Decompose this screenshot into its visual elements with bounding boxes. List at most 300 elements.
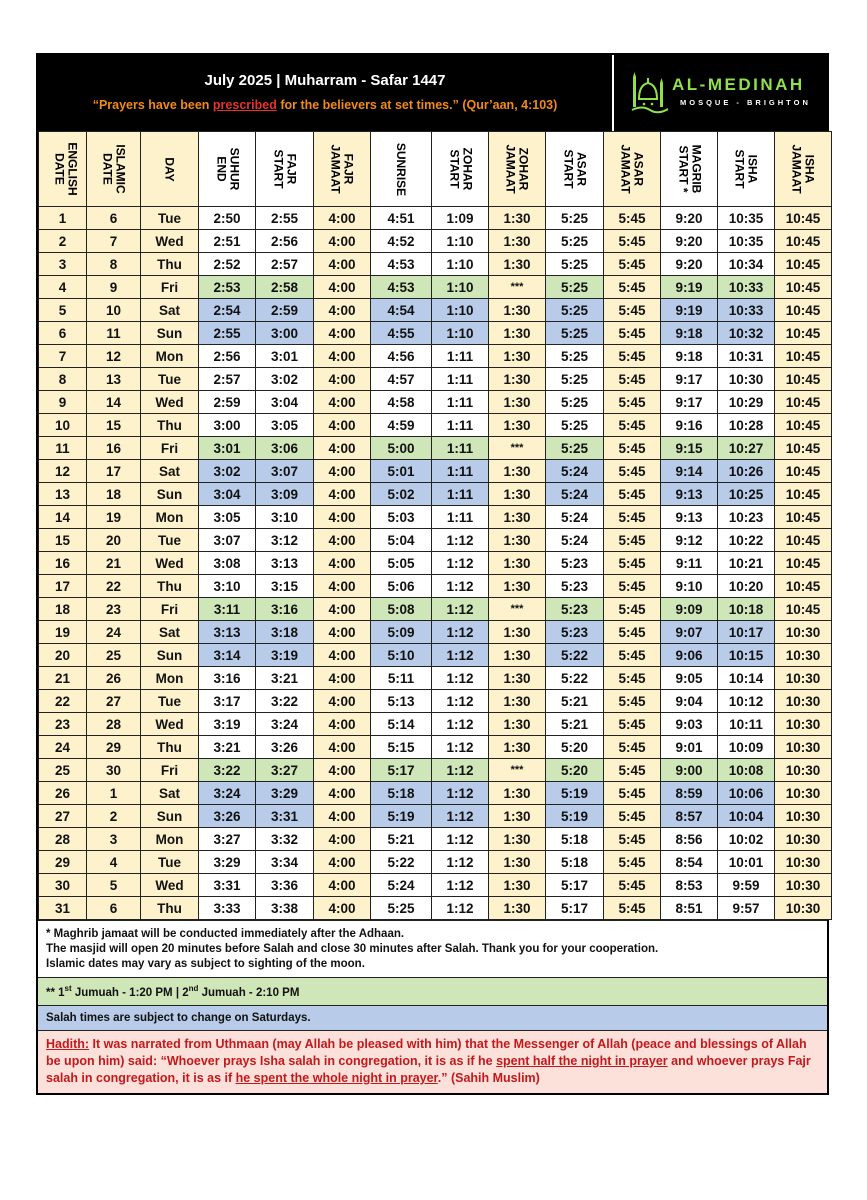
table-cell: Fri bbox=[141, 598, 199, 621]
table-row bbox=[39, 276, 832, 299]
table-cell: 4:57 bbox=[371, 368, 432, 391]
table-cell: 5:21 bbox=[371, 828, 432, 851]
table-cell: 1:12 bbox=[432, 713, 489, 736]
column-header-label bbox=[214, 148, 240, 191]
table-cell: 30 bbox=[87, 759, 141, 782]
table-cell: 2:55 bbox=[256, 207, 314, 230]
table-cell: 10:45 bbox=[775, 506, 832, 529]
table-cell: 3:38 bbox=[256, 897, 314, 920]
table-cell: 10:29 bbox=[718, 391, 775, 414]
table-cell: 10:30 bbox=[775, 897, 832, 920]
table-cell: 4:00 bbox=[314, 253, 371, 276]
table-cell: Fri bbox=[141, 437, 199, 460]
table-cell: 5:01 bbox=[371, 460, 432, 483]
header-divider bbox=[612, 55, 614, 131]
column-header-line: ASAR bbox=[574, 151, 589, 187]
table-cell: 5:45 bbox=[604, 391, 661, 414]
table-cell: 5:05 bbox=[371, 552, 432, 575]
table-cell: Sun bbox=[141, 483, 199, 506]
table-cell: 10:21 bbox=[718, 552, 775, 575]
table-cell: 11 bbox=[87, 322, 141, 345]
table-cell: 5:45 bbox=[604, 828, 661, 851]
table-cell: 10:32 bbox=[718, 322, 775, 345]
table-cell: 3:09 bbox=[256, 483, 314, 506]
table-cell: 9:00 bbox=[661, 759, 718, 782]
column-header-label bbox=[676, 145, 702, 194]
table-cell: 10:31 bbox=[718, 345, 775, 368]
table-cell: 28 bbox=[39, 828, 87, 851]
table-cell: Tue bbox=[141, 368, 199, 391]
table-cell: 4:00 bbox=[314, 207, 371, 230]
table-cell: 4:54 bbox=[371, 299, 432, 322]
table-cell: 5:13 bbox=[371, 690, 432, 713]
table-cell: 10:08 bbox=[718, 759, 775, 782]
table-cell: 5:45 bbox=[604, 299, 661, 322]
table-cell: 3:00 bbox=[199, 414, 256, 437]
table-cell: 8 bbox=[87, 253, 141, 276]
table-cell: 5:45 bbox=[604, 552, 661, 575]
table-cell: 3:18 bbox=[256, 621, 314, 644]
column-header-line: ZOHAR bbox=[516, 147, 531, 191]
table-cell: 5:45 bbox=[604, 759, 661, 782]
table-cell: 5:17 bbox=[546, 897, 604, 920]
table-cell: 5:24 bbox=[546, 460, 604, 483]
table-cell: 5:25 bbox=[546, 276, 604, 299]
table-cell: 1:09 bbox=[432, 207, 489, 230]
column-header bbox=[141, 132, 199, 207]
table-cell: Thu bbox=[141, 253, 199, 276]
column-header bbox=[661, 132, 718, 207]
table-cell: 1:12 bbox=[432, 805, 489, 828]
table-cell: 1:30 bbox=[489, 506, 546, 529]
table-cell: 1:11 bbox=[432, 460, 489, 483]
table-row bbox=[39, 529, 832, 552]
table-cell: 10:45 bbox=[775, 529, 832, 552]
table-cell: 12 bbox=[39, 460, 87, 483]
table-cell: 3:26 bbox=[256, 736, 314, 759]
table-cell: 5:04 bbox=[371, 529, 432, 552]
table-cell: Wed bbox=[141, 552, 199, 575]
table-cell: 3:05 bbox=[256, 414, 314, 437]
saturday-note: Salah times are subject to change on Saturdays. bbox=[38, 1005, 827, 1030]
table-cell: 18 bbox=[39, 598, 87, 621]
table-cell: Tue bbox=[141, 690, 199, 713]
table-cell: *** bbox=[489, 437, 546, 460]
table-cell: Mon bbox=[141, 345, 199, 368]
table-cell: 5:45 bbox=[604, 782, 661, 805]
table-cell: 3 bbox=[87, 828, 141, 851]
table-cell: 4:00 bbox=[314, 782, 371, 805]
table-cell: 4:00 bbox=[314, 598, 371, 621]
table-cell: 5:03 bbox=[371, 506, 432, 529]
table-cell: Sun bbox=[141, 644, 199, 667]
table-cell: 25 bbox=[39, 759, 87, 782]
table-cell: 5:45 bbox=[604, 230, 661, 253]
table-cell: 10:26 bbox=[718, 460, 775, 483]
table-cell: 1:12 bbox=[432, 828, 489, 851]
table-cell: 1:11 bbox=[432, 345, 489, 368]
table-cell: 5:14 bbox=[371, 713, 432, 736]
column-header-label bbox=[101, 144, 127, 193]
table-cell: 1:12 bbox=[432, 667, 489, 690]
table-cell: 2:58 bbox=[256, 276, 314, 299]
table-cell: Tue bbox=[141, 851, 199, 874]
table-cell: 5:24 bbox=[371, 874, 432, 897]
table-cell: 4:00 bbox=[314, 621, 371, 644]
table-cell: 9 bbox=[87, 276, 141, 299]
column-header-label bbox=[619, 144, 645, 193]
table-cell: 3:13 bbox=[199, 621, 256, 644]
table-cell: 4:00 bbox=[314, 483, 371, 506]
table-cell: 1:10 bbox=[432, 299, 489, 322]
table-cell: 1:30 bbox=[489, 805, 546, 828]
table-cell: 8:53 bbox=[661, 874, 718, 897]
table-cell: 5:24 bbox=[546, 529, 604, 552]
table-cell: 10:35 bbox=[718, 207, 775, 230]
table-cell: 5:45 bbox=[604, 414, 661, 437]
column-header-line: JAMAAT bbox=[328, 144, 343, 194]
table-cell: 10:45 bbox=[775, 552, 832, 575]
table-cell: 1:30 bbox=[489, 713, 546, 736]
column-header-line: START * bbox=[675, 145, 690, 193]
note-islamic-dates: Islamic dates may vary as subject to sighting of the moon. bbox=[46, 958, 365, 970]
table-cell: 10:23 bbox=[718, 506, 775, 529]
column-header-line: JAMAAT bbox=[618, 144, 633, 194]
table-row bbox=[39, 828, 832, 851]
table-cell: 5:19 bbox=[371, 805, 432, 828]
table-cell: 9:13 bbox=[661, 506, 718, 529]
table-cell: 3:34 bbox=[256, 851, 314, 874]
table-cell: 1 bbox=[87, 782, 141, 805]
table-cell: 5:45 bbox=[604, 345, 661, 368]
table-cell: 10:45 bbox=[775, 253, 832, 276]
table-cell: 5:45 bbox=[604, 529, 661, 552]
table-cell: 10:30 bbox=[775, 851, 832, 874]
table-cell: 5:18 bbox=[546, 851, 604, 874]
table-cell: 5:25 bbox=[546, 299, 604, 322]
table-cell: 3:16 bbox=[256, 598, 314, 621]
column-header-line: START bbox=[271, 149, 286, 189]
table-cell: 3:21 bbox=[256, 667, 314, 690]
table-cell: 5:45 bbox=[604, 851, 661, 874]
column-header bbox=[314, 132, 371, 207]
table-cell: 9 bbox=[39, 391, 87, 414]
mosque-logo bbox=[630, 69, 825, 117]
table-cell: 3:33 bbox=[199, 897, 256, 920]
table-cell: 5:45 bbox=[604, 805, 661, 828]
table-cell: Tue bbox=[141, 207, 199, 230]
table-cell: 14 bbox=[39, 506, 87, 529]
table-cell: 4:00 bbox=[314, 828, 371, 851]
table-cell: 10:22 bbox=[718, 529, 775, 552]
hadith-label: Hadith: bbox=[46, 1036, 90, 1051]
table-cell: 3:32 bbox=[256, 828, 314, 851]
table-cell: 3:01 bbox=[256, 345, 314, 368]
table-cell: 5:20 bbox=[546, 736, 604, 759]
table-cell: 5:18 bbox=[546, 828, 604, 851]
column-header-label bbox=[329, 144, 355, 193]
table-row bbox=[39, 368, 832, 391]
table-cell: 9:04 bbox=[661, 690, 718, 713]
table-cell: 10:30 bbox=[775, 874, 832, 897]
table-cell: 1:30 bbox=[489, 529, 546, 552]
table-cell: 9:16 bbox=[661, 414, 718, 437]
table-cell: 1:12 bbox=[432, 529, 489, 552]
table-cell: 3:15 bbox=[256, 575, 314, 598]
table-cell: 3:07 bbox=[256, 460, 314, 483]
table-cell: 5:45 bbox=[604, 644, 661, 667]
table-cell: 3:10 bbox=[199, 575, 256, 598]
table-cell: 10:45 bbox=[775, 414, 832, 437]
table-cell: 1:11 bbox=[432, 506, 489, 529]
table-cell: 8:57 bbox=[661, 805, 718, 828]
table-cell: 17 bbox=[87, 460, 141, 483]
column-header-line: ZOHAR bbox=[459, 147, 474, 191]
table-row bbox=[39, 690, 832, 713]
table-cell: 3:27 bbox=[199, 828, 256, 851]
table-cell: 3 bbox=[39, 253, 87, 276]
table-cell: 4:59 bbox=[371, 414, 432, 437]
table-row bbox=[39, 805, 832, 828]
table-cell: Thu bbox=[141, 575, 199, 598]
table-cell: 10:45 bbox=[775, 276, 832, 299]
table-cell: 3:10 bbox=[256, 506, 314, 529]
column-header bbox=[39, 132, 87, 207]
table-cell: 1:12 bbox=[432, 621, 489, 644]
table-cell: 3:19 bbox=[256, 644, 314, 667]
table-cell: 10:30 bbox=[775, 644, 832, 667]
table-cell: 4:55 bbox=[371, 322, 432, 345]
hadith-text-2: and whoever prays Fajr salah in congregation, it is as if bbox=[46, 1053, 811, 1085]
table-cell: 1:30 bbox=[489, 299, 546, 322]
table-cell: 3:05 bbox=[199, 506, 256, 529]
table-cell: 8:56 bbox=[661, 828, 718, 851]
prayer-times-table bbox=[38, 131, 832, 920]
table-cell: 10:45 bbox=[775, 322, 832, 345]
table-cell: 5:45 bbox=[604, 713, 661, 736]
note-maghrib: * Maghrib jamaat will be conducted immediately after the Adhaan. bbox=[46, 928, 405, 940]
jumuah-sup-2: nd bbox=[188, 984, 199, 993]
table-cell: 20 bbox=[87, 529, 141, 552]
table-cell: 1:11 bbox=[432, 414, 489, 437]
table-cell: 5:23 bbox=[546, 552, 604, 575]
table-cell: 19 bbox=[39, 621, 87, 644]
table-cell: 4:00 bbox=[314, 575, 371, 598]
table-cell: 5:06 bbox=[371, 575, 432, 598]
table-cell: 3:29 bbox=[199, 851, 256, 874]
table-cell: 5:17 bbox=[371, 759, 432, 782]
table-cell: 1:11 bbox=[432, 483, 489, 506]
table-row bbox=[39, 506, 832, 529]
table-row bbox=[39, 851, 832, 874]
table-cell: 3:06 bbox=[256, 437, 314, 460]
column-header-line: START bbox=[732, 149, 747, 189]
table-cell: 10:45 bbox=[775, 575, 832, 598]
column-header bbox=[604, 132, 661, 207]
table-cell: 1:12 bbox=[432, 690, 489, 713]
column-header-line: ISLAMIC bbox=[113, 144, 128, 194]
table-cell: 9:17 bbox=[661, 391, 718, 414]
table-cell: 10:17 bbox=[718, 621, 775, 644]
table-cell: 10:20 bbox=[718, 575, 775, 598]
table-cell: 4:00 bbox=[314, 805, 371, 828]
table-cell: 4 bbox=[39, 276, 87, 299]
table-cell: 10:02 bbox=[718, 828, 775, 851]
table-cell: 4:00 bbox=[314, 322, 371, 345]
table-cell: 9:05 bbox=[661, 667, 718, 690]
table-cell: 10:30 bbox=[775, 713, 832, 736]
table-cell: 21 bbox=[87, 552, 141, 575]
table-cell: 19 bbox=[87, 506, 141, 529]
table-cell: 10:45 bbox=[775, 299, 832, 322]
table-cell: 1:30 bbox=[489, 897, 546, 920]
table-cell: 10:35 bbox=[718, 230, 775, 253]
table-cell: 27 bbox=[87, 690, 141, 713]
table-cell: 5:45 bbox=[604, 575, 661, 598]
table-cell: 2:55 bbox=[199, 322, 256, 345]
table-row bbox=[39, 736, 832, 759]
table-cell: 26 bbox=[39, 782, 87, 805]
table-cell: 5:45 bbox=[604, 368, 661, 391]
column-header-line: DAY bbox=[162, 157, 177, 182]
table-cell: 5:25 bbox=[546, 437, 604, 460]
table-cell: 22 bbox=[39, 690, 87, 713]
table-cell: 3:07 bbox=[199, 529, 256, 552]
table-cell: 2:52 bbox=[199, 253, 256, 276]
table-cell: 1:11 bbox=[432, 437, 489, 460]
table-cell: 1:30 bbox=[489, 253, 546, 276]
table-cell: 4:00 bbox=[314, 713, 371, 736]
table-cell: 1:12 bbox=[432, 575, 489, 598]
table-cell: 23 bbox=[39, 713, 87, 736]
table-cell: 10:18 bbox=[718, 598, 775, 621]
table-cell: 5:45 bbox=[604, 690, 661, 713]
table-cell: 5:25 bbox=[546, 414, 604, 437]
table-cell: 8:51 bbox=[661, 897, 718, 920]
hadith-text-1: It was narrated from Uthmaan (may Allah be pleased with him) that the Messenger of Allah (peace and blessings of Allah be upon him) said: “Whoever prays Isha salah in congregation, it is as if he bbox=[46, 1036, 807, 1068]
table-cell: 10:04 bbox=[718, 805, 775, 828]
table-cell: 4:00 bbox=[314, 230, 371, 253]
table-cell: 6 bbox=[87, 897, 141, 920]
table-cell: 9:59 bbox=[718, 874, 775, 897]
table-row bbox=[39, 391, 832, 414]
table-cell: 24 bbox=[87, 621, 141, 644]
table-cell: 3:31 bbox=[199, 874, 256, 897]
table-cell: 2:59 bbox=[256, 299, 314, 322]
table-row bbox=[39, 667, 832, 690]
table-cell: 10:30 bbox=[775, 759, 832, 782]
table-cell: 3:02 bbox=[199, 460, 256, 483]
table-cell: 5:08 bbox=[371, 598, 432, 621]
table-cell: 1:10 bbox=[432, 276, 489, 299]
table-cell: 10:45 bbox=[775, 207, 832, 230]
table-cell: 9:19 bbox=[661, 299, 718, 322]
table-cell: 10:27 bbox=[718, 437, 775, 460]
table-cell: 1:30 bbox=[489, 736, 546, 759]
table-cell: 5:23 bbox=[546, 575, 604, 598]
table-cell: 5 bbox=[39, 299, 87, 322]
table-cell: 1:30 bbox=[489, 207, 546, 230]
table-cell: *** bbox=[489, 276, 546, 299]
table-cell: 5:45 bbox=[604, 437, 661, 460]
table-cell: 1:30 bbox=[489, 230, 546, 253]
table-cell: 5:00 bbox=[371, 437, 432, 460]
table-cell: 4:52 bbox=[371, 230, 432, 253]
column-headers bbox=[39, 132, 832, 207]
table-cell: 5:45 bbox=[604, 874, 661, 897]
table-cell: 2:56 bbox=[199, 345, 256, 368]
table-cell: 10:30 bbox=[775, 621, 832, 644]
table-cell: 3:19 bbox=[199, 713, 256, 736]
table-cell: 3:04 bbox=[256, 391, 314, 414]
table-cell: 5:22 bbox=[546, 667, 604, 690]
table-cell: 4:51 bbox=[371, 207, 432, 230]
table-cell: 3:36 bbox=[256, 874, 314, 897]
column-header-label bbox=[395, 143, 408, 196]
quran-quote bbox=[38, 98, 612, 112]
table-cell: 5:45 bbox=[604, 736, 661, 759]
table-cell: 5:10 bbox=[371, 644, 432, 667]
table-cell: 4:00 bbox=[314, 851, 371, 874]
table-cell: 4:00 bbox=[314, 506, 371, 529]
table-cell: 2 bbox=[39, 230, 87, 253]
quote-start: “Prayers have been bbox=[92, 98, 213, 112]
table-cell: 23 bbox=[87, 598, 141, 621]
hadith-underline-1: spent half the night in prayer bbox=[496, 1053, 668, 1068]
table-cell: 10:30 bbox=[775, 782, 832, 805]
table-cell: 1:12 bbox=[432, 759, 489, 782]
table-cell: 5:20 bbox=[546, 759, 604, 782]
table-cell: 1:12 bbox=[432, 598, 489, 621]
table-cell: 25 bbox=[87, 644, 141, 667]
table-cell: 5:22 bbox=[371, 851, 432, 874]
table-cell: 7 bbox=[39, 345, 87, 368]
table-cell: 10 bbox=[87, 299, 141, 322]
table-cell: 4:00 bbox=[314, 460, 371, 483]
column-header-line: FAJR bbox=[341, 153, 356, 185]
table-cell: 1:10 bbox=[432, 230, 489, 253]
table-cell: Wed bbox=[141, 874, 199, 897]
table-cell: Thu bbox=[141, 897, 199, 920]
table-row bbox=[39, 575, 832, 598]
table-cell: 5:21 bbox=[546, 690, 604, 713]
table-cell: 10:45 bbox=[775, 483, 832, 506]
table-cell: 4:53 bbox=[371, 253, 432, 276]
column-header bbox=[199, 132, 256, 207]
table-cell: 24 bbox=[39, 736, 87, 759]
column-header-line: ASAR bbox=[631, 151, 646, 187]
table-cell: Sat bbox=[141, 782, 199, 805]
page-title: July 2025 | Muharram - Safar 1447 bbox=[204, 72, 446, 89]
table-row bbox=[39, 782, 832, 805]
table-cell: Thu bbox=[141, 736, 199, 759]
table-cell: 4:00 bbox=[314, 276, 371, 299]
hadith-text-3: .” (Sahih Muslim) bbox=[437, 1070, 540, 1085]
table-cell: 4:56 bbox=[371, 345, 432, 368]
table-cell: 2:57 bbox=[256, 253, 314, 276]
table-cell: 1:12 bbox=[432, 782, 489, 805]
table-cell: 26 bbox=[87, 667, 141, 690]
table-cell: 4:00 bbox=[314, 690, 371, 713]
table-cell: 2:54 bbox=[199, 299, 256, 322]
table-cell: 1:30 bbox=[489, 322, 546, 345]
table-cell: Mon bbox=[141, 667, 199, 690]
table-cell: 8:59 bbox=[661, 782, 718, 805]
table-cell: 1:30 bbox=[489, 828, 546, 851]
table-cell: 1:30 bbox=[489, 552, 546, 575]
logo-subtitle: MOSQUE - BRIGHTON bbox=[680, 98, 811, 107]
table-cell: 5:45 bbox=[604, 667, 661, 690]
